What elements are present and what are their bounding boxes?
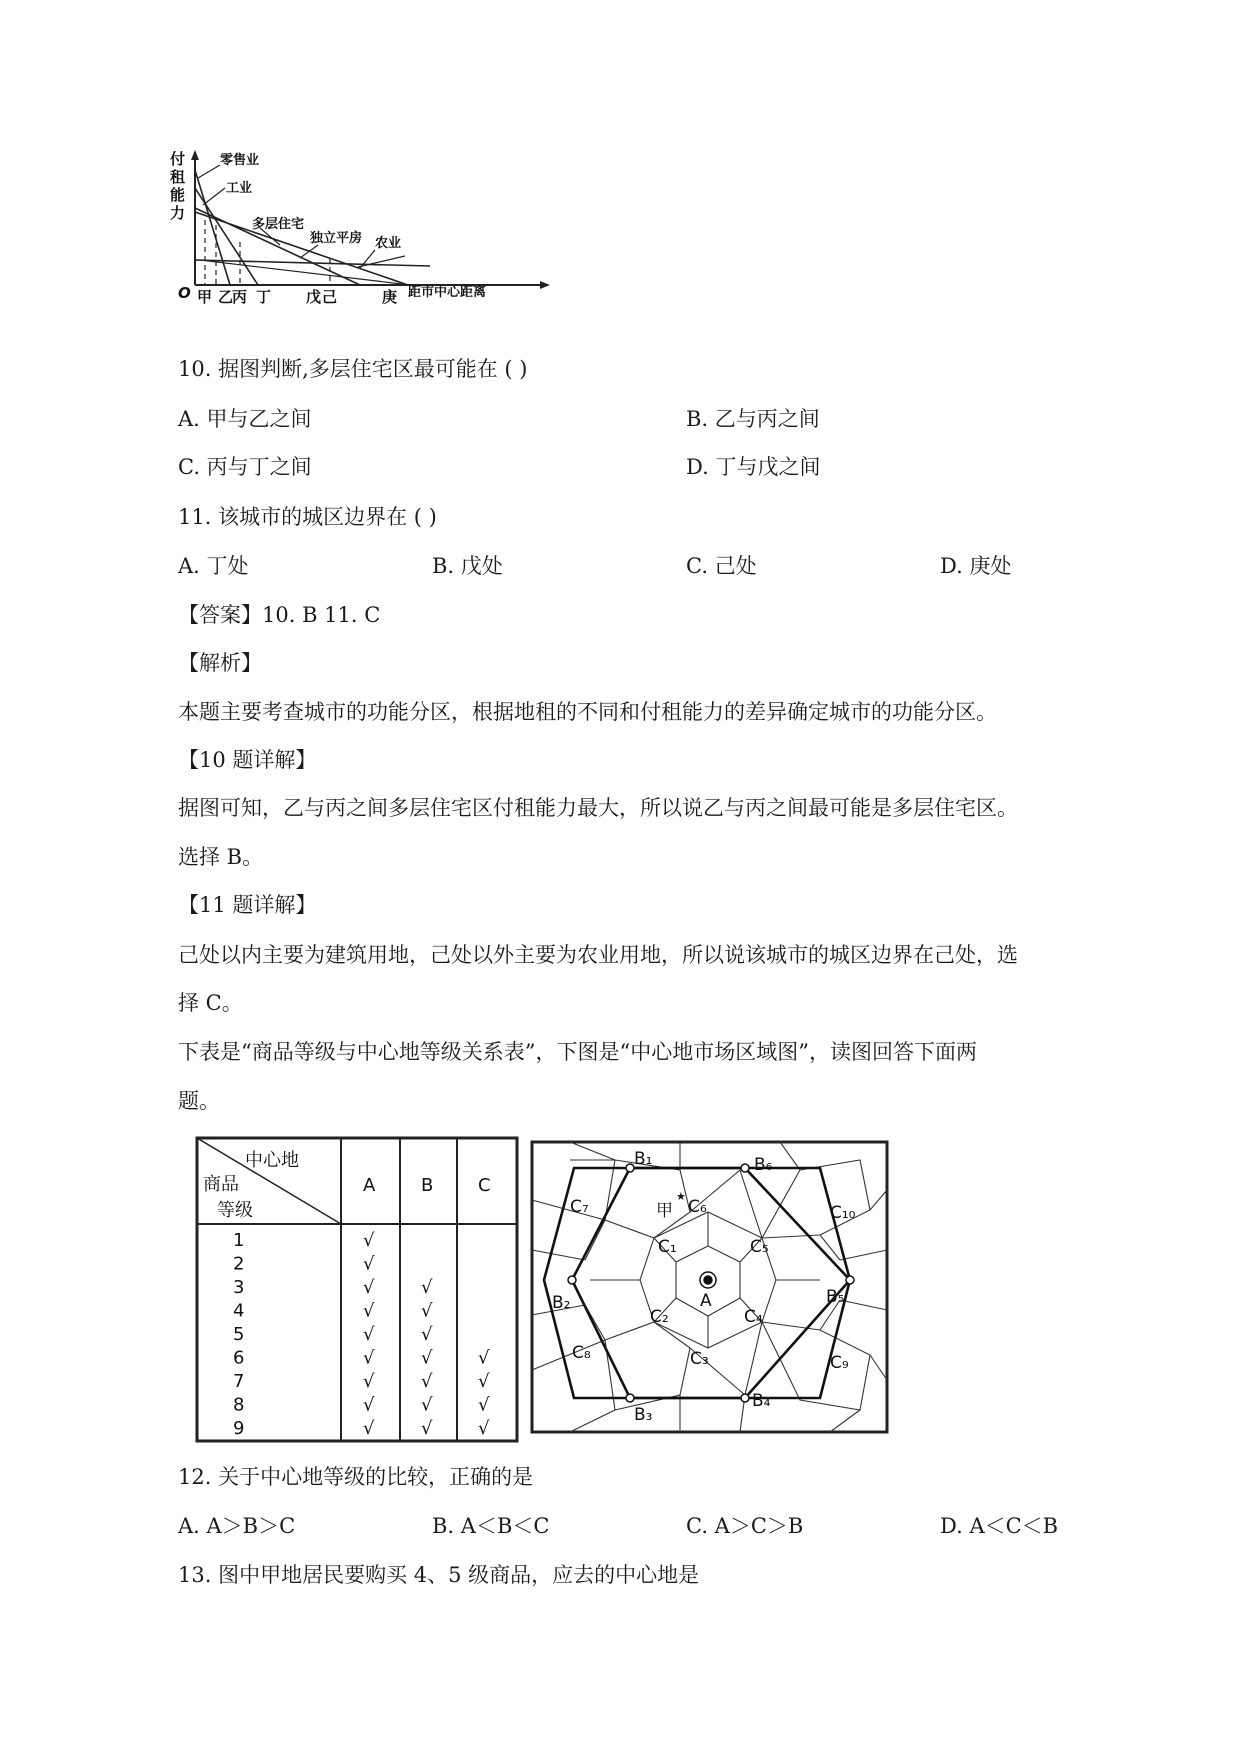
map-label-b6: B₆ <box>754 1155 773 1175</box>
detail10-title: 【10 题详解】 <box>178 748 317 772</box>
origin-label: O <box>178 284 191 302</box>
x-tick-bing: 丙 <box>232 288 248 306</box>
map-label-c7: C₇ <box>570 1197 589 1217</box>
table-level-7: 7 <box>233 1371 245 1392</box>
q11-option-a: A. 丁处 <box>178 554 249 578</box>
table-col-a: A <box>363 1175 376 1196</box>
table-check-1-A: √ <box>363 1230 375 1251</box>
table-check-3-B: √ <box>421 1277 433 1298</box>
table-check-6-A: √ <box>363 1347 375 1369</box>
curve-label-agriculture: 农业 <box>375 236 402 251</box>
detail10-text-1: 据图可知，乙与丙之间多层住宅区付租能力最大，所以说乙与丙之间最可能是多层住宅区。 <box>178 796 1018 820</box>
map-label-c10: C₁₀ <box>830 1203 856 1223</box>
map-label-c1: C₁ <box>658 1237 677 1257</box>
map-label-b5: B₅ <box>826 1287 845 1307</box>
table-header-level: 等级 <box>217 1200 253 1221</box>
table-check-3-A: √ <box>363 1277 375 1298</box>
answer-line: 【答案】10. B 11. C <box>178 603 381 627</box>
map-label-b1: B₁ <box>634 1149 653 1169</box>
table-check-8-B: √ <box>421 1394 433 1416</box>
map-label-c3: C₃ <box>690 1349 709 1369</box>
table-check-4-A: √ <box>363 1300 375 1322</box>
q10-option-d: D. 丁与戊之间 <box>686 455 821 479</box>
q12-option-a: A. A＞B＞C <box>178 1514 296 1538</box>
detail11-text-2: 择 C。 <box>178 991 243 1015</box>
table-level-8: 8 <box>233 1394 245 1416</box>
q10-option-b: B. 乙与丙之间 <box>686 407 820 431</box>
table-check-8-A: √ <box>363 1394 375 1416</box>
x-tick-ding: 丁 <box>256 288 272 306</box>
jia-star-icon: ★ <box>676 1190 686 1203</box>
table-check-5-B: √ <box>421 1324 433 1345</box>
table-col-b: B <box>421 1175 434 1196</box>
table-check-6-B: √ <box>421 1347 433 1369</box>
q11-option-c: C. 己处 <box>686 554 757 578</box>
curve-label-retail: 零售业 <box>220 153 260 168</box>
detail11-text-1: 己处以内主要为建筑用地，己处以外主要为农业用地，所以说该城市的城区边界在己处，选 <box>178 943 1018 967</box>
curve-label-house: 独立平房 <box>310 231 363 246</box>
table-level-5: 5 <box>233 1324 245 1345</box>
map-label-b2: B₂ <box>552 1293 571 1313</box>
table-check-2-A: √ <box>363 1253 375 1275</box>
map-label-jia: 甲 <box>656 1201 673 1221</box>
x-axis-label: 距市中心距离 <box>408 285 487 300</box>
y-axis-label-1: 付 <box>170 150 186 168</box>
y-axis-label-2: 租 <box>170 168 186 186</box>
market-area-map <box>530 1140 892 1440</box>
curve-label-apartment: 多层住宅 <box>252 217 305 232</box>
x-tick-jia: 甲 <box>197 288 213 306</box>
industry-line <box>195 188 258 285</box>
map-label-c5: C₅ <box>750 1237 769 1257</box>
map-label-c2: C₂ <box>650 1307 669 1327</box>
table-header-center: 中心地 <box>245 1150 299 1171</box>
table-check-7-B: √ <box>421 1371 433 1392</box>
map-label-b4: B₄ <box>752 1391 771 1411</box>
table-check-9-B: √ <box>421 1418 433 1439</box>
map-label-c6: C₆ <box>688 1197 707 1217</box>
curve-label-industry: 工业 <box>226 181 253 196</box>
analysis-text: 本题主要考查城市的功能分区，根据地租的不同和付租能力的差异确定城市的功能分区。 <box>178 700 997 724</box>
q12-option-c: C. A＞C＞B <box>686 1514 804 1538</box>
detail11-title: 【11 题详解】 <box>178 893 317 917</box>
map-label-a: A <box>700 1291 712 1311</box>
table-check-8-C: √ <box>478 1394 490 1416</box>
q11-stem: 11. 该城市的城区边界在 ( ) <box>178 505 437 529</box>
q11-option-b: B. 戊处 <box>432 554 503 578</box>
analysis-title: 【解析】 <box>178 651 262 675</box>
table-level-3: 3 <box>233 1277 245 1298</box>
table-level-2: 2 <box>233 1253 245 1275</box>
table-check-7-A: √ <box>363 1371 375 1392</box>
table-check-9-C: √ <box>478 1418 490 1439</box>
table-check-7-C: √ <box>478 1371 490 1392</box>
table-check-4-B: √ <box>421 1300 433 1322</box>
table-check-5-A: √ <box>363 1324 375 1345</box>
x-tick-ji: 己 <box>322 288 338 306</box>
goods-level-table <box>195 1136 520 1444</box>
table-level-4: 4 <box>233 1300 245 1322</box>
retail-line <box>195 170 230 285</box>
y-axis-label-4: 力 <box>170 204 186 222</box>
q10-option-c: C. 丙与丁之间 <box>178 455 312 479</box>
q10-stem: 10. 据图判断,多层住宅区最可能在 ( ) <box>178 357 528 381</box>
x-tick-yi: 乙 <box>218 288 234 306</box>
q13-stem: 13. 图中甲地居民要购买 4、5 级商品，应去的中心地是 <box>178 1563 700 1587</box>
table-check-9-A: √ <box>363 1418 375 1439</box>
q11-option-d: D. 庚处 <box>940 554 1012 578</box>
table-level-6: 6 <box>233 1347 245 1369</box>
q12-option-b: B. A＜B＜C <box>432 1514 550 1538</box>
table-check-6-C: √ <box>478 1347 490 1369</box>
map-label-b3: B₃ <box>634 1405 653 1425</box>
q10-option-a: A. 甲与乙之间 <box>178 407 312 431</box>
intro-text-1: 下表是“商品等级与中心地等级关系表”，下图是“中心地市场区域图”，读图回答下面两 <box>178 1040 977 1064</box>
table-level-9: 9 <box>233 1418 245 1439</box>
detail10-text-2: 选择 B。 <box>178 845 264 869</box>
map-label-c4: C₄ <box>744 1307 763 1327</box>
map-label-c9: C₉ <box>830 1353 849 1373</box>
x-tick-wu: 戊 <box>306 288 322 306</box>
intro-text-2: 题。 <box>178 1089 220 1113</box>
x-tick-geng: 庚 <box>382 288 398 306</box>
q12-stem: 12. 关于中心地等级的比较，正确的是 <box>178 1465 534 1489</box>
table-level-1: 1 <box>233 1230 245 1251</box>
q12-option-d: D. A＜C＜B <box>940 1514 1059 1538</box>
map-label-c8: C₈ <box>572 1343 591 1363</box>
table-col-c: C <box>478 1175 491 1196</box>
y-axis-label-3: 能 <box>170 186 186 204</box>
rent-curve-figure <box>170 150 570 340</box>
table-header-goods: 商品 <box>203 1174 239 1195</box>
